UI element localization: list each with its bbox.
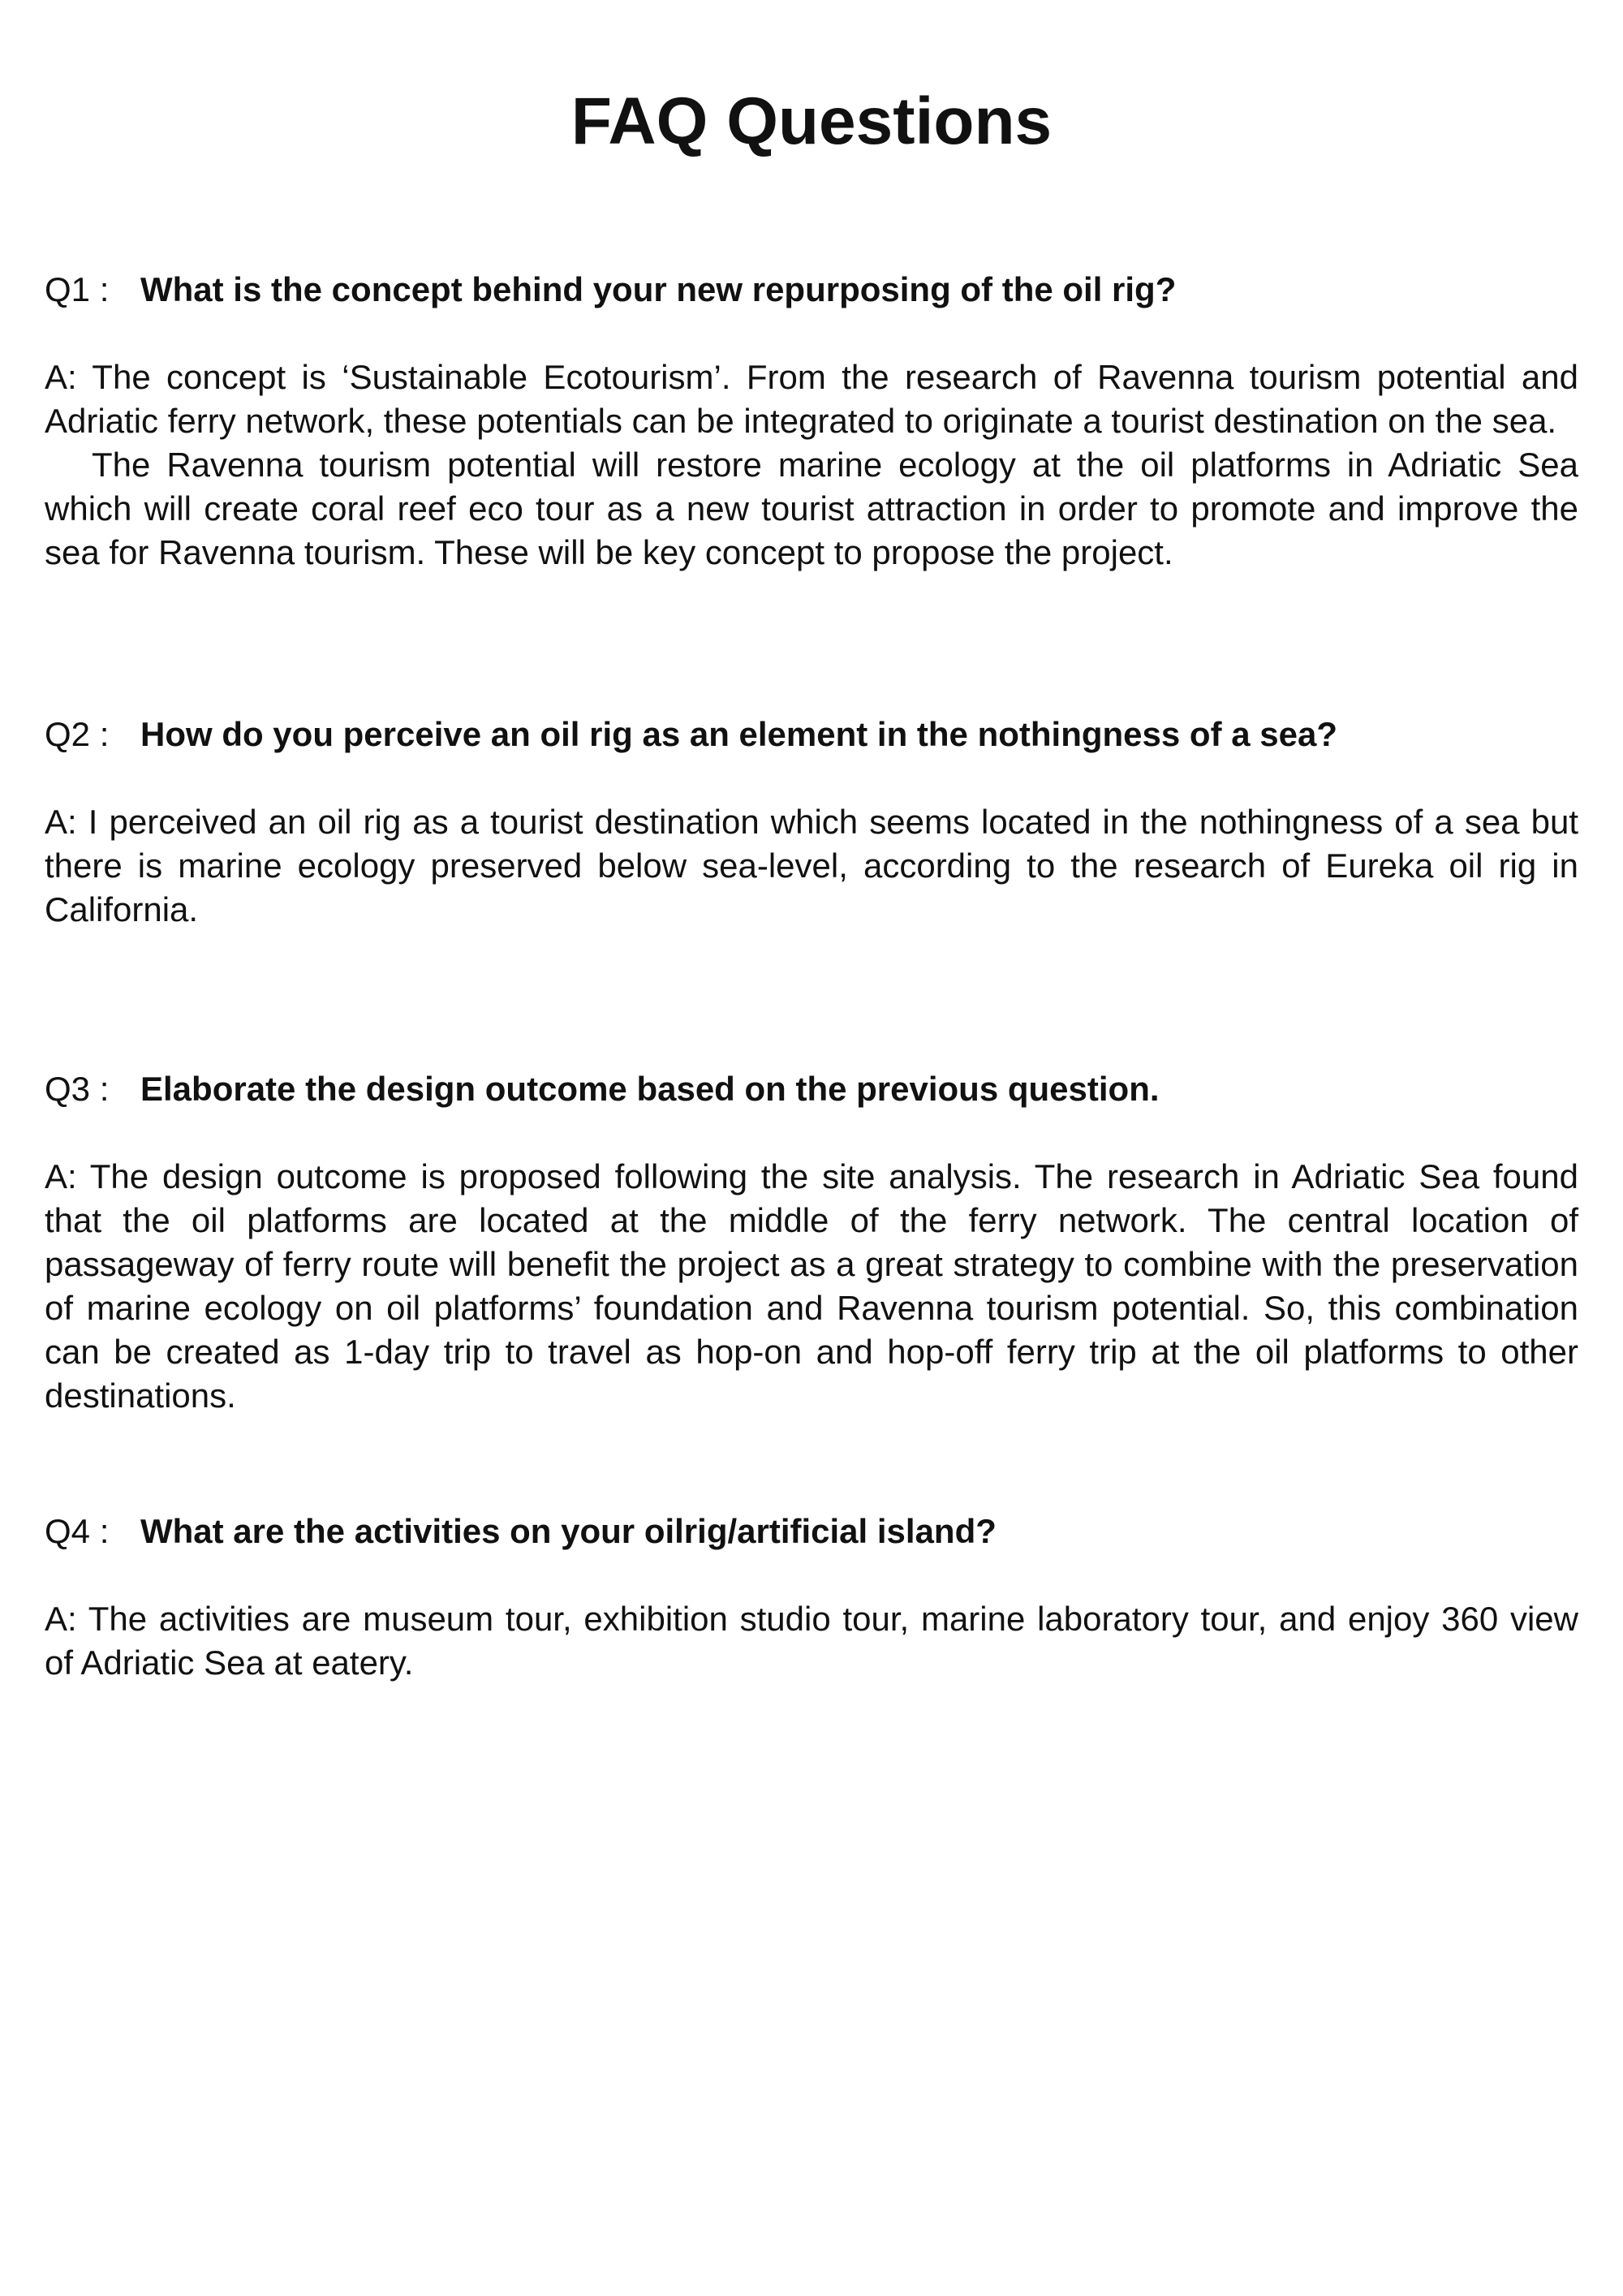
question-line <box>45 713 1578 756</box>
answer-paragraph: A: The design outcome is proposed following the site analysis. The research in Adriatic Sea found that the oil platforms are located at the middle of the ferry network. The central location of passageway of ferry route will benefit the project as a great strategy to combine with the preservation of marine ecology on oil platforms’ foundation and Ravenna tourism potential. So, this combination can be created as 1-day trip to travel as hop-on and hop-off ferry trip at the oil platforms to other destinations. <box>45 1157 1578 1415</box>
answer-paragraph: A: The concept is ‘Sustainable Ecotourism’. From the research of Ravenna tourism potential and Adriatic ferry network, these potentials can be integrated to originate a tourist destination on the sea. <box>45 358 1578 440</box>
question-number: Q1 : <box>45 270 110 308</box>
answer <box>45 1155 1578 1418</box>
answer <box>45 1597 1578 1685</box>
question-number: Q4 : <box>45 1512 110 1550</box>
faq-item-1 <box>45 268 1578 575</box>
answer <box>45 355 1578 575</box>
answer <box>45 800 1578 932</box>
question-text: What are the activities on your oilrig/artificial island? <box>140 1512 997 1550</box>
question-number: Q3 : <box>45 1070 110 1108</box>
question-line <box>45 1510 1578 1553</box>
page-title: FAQ Questions <box>570 84 1053 158</box>
answer-paragraph: A: The activities are museum tour, exhibition studio tour, marine laboratory tour, and enjoy 360 view of Adriatic Sea at eatery. <box>45 1600 1578 1682</box>
faq-item-2 <box>45 713 1578 932</box>
answer-paragraph: A: I perceived an oil rig as a tourist destination which seems located in the nothingness of a sea but there is marine ecology preserved below sea-level, according to the research of Eureka oil rig in California. <box>45 803 1578 928</box>
question-line <box>45 268 1578 312</box>
answer-paragraph: The Ravenna tourism potential will restore marine ecology at the oil platforms in Adriatic Sea which will create coral reef eco tour as a new tourist attraction in order to promote and improve the sea for Ravenna tourism. These will be key concept to propose the project. <box>45 446 1578 571</box>
question-line <box>45 1067 1578 1111</box>
question-number: Q2 : <box>45 715 110 753</box>
faq-item-4 <box>45 1510 1578 1685</box>
question-text: What is the concept behind your new repurposing of the oil rig? <box>140 270 1177 308</box>
faq-item-3 <box>45 1067 1578 1418</box>
question-text: How do you perceive an oil rig as an element in the nothingness of a sea? <box>140 715 1337 753</box>
question-text: Elaborate the design outcome based on the previous question. <box>140 1070 1160 1108</box>
